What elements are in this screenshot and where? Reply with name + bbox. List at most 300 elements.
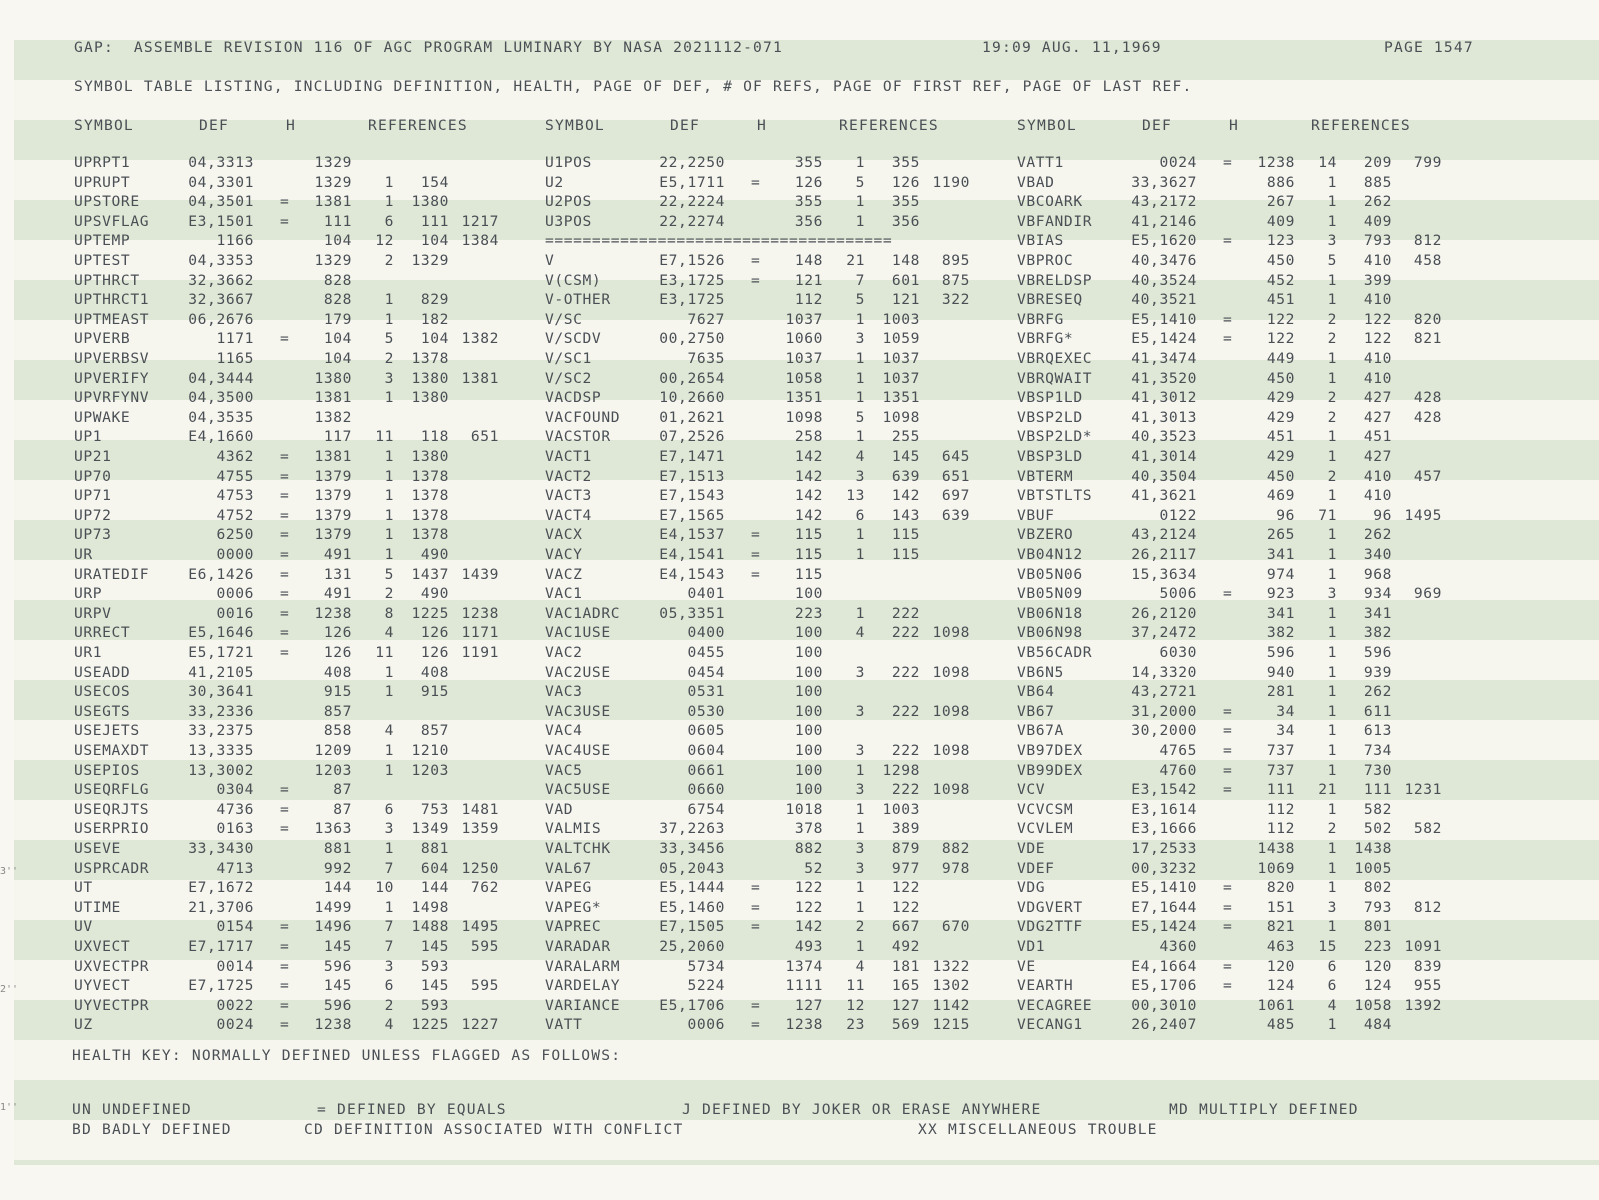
- cell-def: 04,3301: [188, 173, 254, 191]
- cell-def-page: 1238: [314, 1016, 352, 1034]
- cell-def-page: 1111: [785, 977, 823, 995]
- cell-def-page: 429: [1266, 408, 1295, 426]
- cell-last-ref: 978: [941, 859, 970, 877]
- cell-symbol: VECANG1: [1017, 1016, 1083, 1034]
- cell-ref-count: 3: [855, 781, 865, 799]
- cell-last-ref: 1384: [461, 232, 499, 250]
- cell-def-page: 100: [794, 702, 823, 720]
- cell-symbol: VB06N18: [1017, 604, 1083, 622]
- col-header-def: DEF: [199, 117, 229, 134]
- cell-first-ref: 410: [1363, 350, 1392, 367]
- cell-def: 41,3013: [1131, 408, 1197, 426]
- cell-def-page: 1379: [314, 467, 352, 485]
- cell-def: E5,1646: [188, 624, 254, 642]
- cell-first-ref: 793: [1363, 898, 1392, 916]
- cell-first-ref: 222: [891, 781, 920, 799]
- cell-symbol: UP21: [74, 448, 112, 465]
- col-header-def: DEF: [1142, 117, 1172, 134]
- cell-def-page: 121: [794, 271, 823, 289]
- cell-ref-count: 6: [1327, 977, 1337, 995]
- cell-def-page: 117: [323, 428, 352, 446]
- cell-first-ref: 111: [1363, 781, 1392, 799]
- cell-def: 40,3524: [1131, 271, 1197, 289]
- cell-def-page: 355: [794, 154, 823, 171]
- cell-symbol: VDEF: [1017, 859, 1055, 877]
- cell-first-ref: 1349: [411, 820, 449, 838]
- cell-symbol: U1POS: [545, 154, 592, 171]
- cell-def: 43,2124: [1131, 526, 1197, 544]
- cell-symbol: UPVERBSV: [74, 350, 150, 367]
- cell-ref-count: 1: [1327, 350, 1337, 367]
- cell-ref-count: 1: [1327, 624, 1337, 642]
- cell-symbol: VARALARM: [545, 957, 621, 975]
- cell-def: 05,3351: [659, 604, 725, 622]
- cell-symbol: VACX: [545, 526, 583, 544]
- cell-ref-count: 21: [1318, 781, 1337, 799]
- cell-symbol: VECAGREE: [1017, 996, 1093, 1014]
- cell-ref-count: 11: [846, 977, 865, 995]
- cell-first-ref: 427: [1363, 448, 1392, 465]
- cell-def: 41,3012: [1131, 389, 1197, 407]
- cell-first-ref: 1210: [411, 742, 449, 759]
- cell-ref-count: 2: [1327, 310, 1337, 328]
- cell-symbol: V(CSM): [545, 271, 602, 289]
- cell-symbol: UPVERB: [74, 330, 131, 348]
- cell-def: 7627: [687, 310, 725, 328]
- cell-def-page: 151: [1266, 898, 1295, 916]
- cell-ref-count: 7: [384, 918, 394, 936]
- cell-ref-count: 1: [384, 663, 394, 681]
- cell-def-page: 596: [1266, 644, 1295, 661]
- cell-ref-count: 5: [384, 330, 394, 348]
- cell-def-page: 104: [323, 350, 352, 367]
- cell-symbol: USEMAXDT: [74, 742, 150, 759]
- cell-def-page: 1379: [314, 506, 352, 524]
- cell-first-ref: 604: [420, 859, 449, 877]
- cell-first-ref: 126: [891, 173, 920, 191]
- cell-last-ref: 1098: [932, 781, 970, 799]
- cell-def: 1166: [216, 232, 254, 250]
- cell-def: 33,3627: [1131, 173, 1197, 191]
- cell-ref-count: 3: [855, 742, 865, 759]
- cell-first-ref: 122: [891, 898, 920, 916]
- cell-first-ref: 148: [891, 252, 920, 269]
- cell-symbol: UPVRFYNV: [74, 389, 150, 407]
- cell-ref-count: 1: [1327, 604, 1337, 622]
- cell-ref-count: 1: [855, 428, 865, 446]
- cell-last-ref: 428: [1413, 389, 1442, 407]
- cell-ref-count: 1: [1327, 683, 1337, 701]
- cell-ref-count: 1: [855, 879, 865, 897]
- cell-ref-count: 1: [384, 389, 394, 407]
- cell-symbol: UP70: [74, 467, 112, 485]
- cell-def-page: 122: [794, 879, 823, 897]
- cell-first-ref: 145: [420, 977, 449, 995]
- cell-def: E3,1725: [659, 291, 725, 309]
- cell-symbol: USECOS: [74, 683, 131, 701]
- cell-ref-count: 12: [375, 232, 394, 250]
- cell-ref-count: 1: [1327, 291, 1337, 309]
- cell-first-ref: 857: [420, 722, 449, 740]
- cell-last-ref: 458: [1413, 252, 1442, 269]
- cell-symbol: VATT1: [1017, 154, 1064, 171]
- cell-def-page: 126: [323, 644, 352, 661]
- cell-def-page: 179: [323, 310, 352, 328]
- cell-first-ref: 1378: [411, 506, 449, 524]
- cell-def: 04,3313: [188, 154, 254, 171]
- cell-health: =: [751, 546, 761, 563]
- cell-symbol: UYVECT: [74, 977, 131, 995]
- cell-def: E5,1410: [1131, 310, 1197, 328]
- cell-def-page: 267: [1266, 193, 1295, 211]
- cell-def-page: 451: [1266, 291, 1295, 309]
- cell-first-ref: 223: [1363, 938, 1392, 955]
- cell-health: =: [751, 918, 761, 936]
- cell-symbol: VB6N5: [1017, 663, 1064, 681]
- cell-symbol: VAC4USE: [545, 742, 611, 759]
- cell-ref-count: 8: [384, 604, 394, 622]
- cell-symbol: VAC2USE: [545, 663, 611, 681]
- cell-first-ref: 341: [1363, 604, 1392, 622]
- cell-first-ref: 1298: [882, 761, 920, 779]
- cell-first-ref: 262: [1363, 526, 1392, 544]
- col-header-health: H: [286, 117, 296, 134]
- cell-def: E7,1505: [659, 918, 725, 936]
- cell-health: =: [751, 996, 761, 1014]
- cell-first-ref: 356: [891, 212, 920, 230]
- cell-def: 41,3014: [1131, 448, 1197, 465]
- cell-def-page: 87: [333, 800, 352, 818]
- cell-def: 04,3535: [188, 408, 254, 426]
- key-undefined: UN UNDEFINED: [72, 1101, 192, 1118]
- cell-health: =: [751, 879, 761, 897]
- cell-first-ref: 1378: [411, 467, 449, 485]
- cell-def-page: 1381: [314, 448, 352, 465]
- cell-symbol: VB56CADR: [1017, 644, 1093, 661]
- cell-def-page: 382: [1266, 624, 1295, 642]
- cell-def: E5,1444: [659, 879, 725, 897]
- cell-symbol: VAC5: [545, 761, 583, 779]
- cell-ref-count: 1: [855, 938, 865, 955]
- cell-symbol: VCVCSM: [1017, 800, 1074, 818]
- cell-ref-count: 2: [384, 350, 394, 367]
- cell-symbol: VBRFG*: [1017, 330, 1074, 348]
- cell-def: E5,1721: [188, 644, 254, 661]
- cell-last-ref: 595: [470, 977, 499, 995]
- cell-def: E4,1664: [1131, 957, 1197, 975]
- cell-ref-count: 1: [384, 467, 394, 485]
- cell-def: 33,3430: [188, 840, 254, 857]
- cell-first-ref: 222: [891, 702, 920, 720]
- cell-def-page: 112: [1266, 800, 1295, 818]
- cell-def-page: 145: [323, 938, 352, 955]
- header-time: 19:09 AUG. 11,1969: [982, 39, 1162, 56]
- cell-first-ref: 104: [420, 232, 449, 250]
- cell-symbol: VACZ: [545, 565, 583, 583]
- cell-last-ref: 1238: [461, 604, 499, 622]
- cell-def-page: 450: [1266, 252, 1295, 269]
- cell-def: 5006: [1159, 585, 1197, 603]
- cell-health: =: [280, 604, 290, 622]
- cell-def-page: 857: [323, 702, 352, 720]
- cell-def-page: 126: [794, 173, 823, 191]
- cell-def: 40,3504: [1131, 467, 1197, 485]
- cell-symbol: UXVECT: [74, 938, 131, 955]
- cell-health: =: [1223, 232, 1233, 250]
- cell-def-page: 1238: [1257, 154, 1295, 171]
- cell-def: 00,3010: [1131, 996, 1197, 1014]
- cell-def-page: 142: [794, 487, 823, 505]
- cell-def: 30,3641: [188, 683, 254, 701]
- cell-def-page: 881: [323, 840, 352, 857]
- cell-first-ref: 1437: [411, 565, 449, 583]
- cell-def: 25,2060: [659, 938, 725, 955]
- cell-first-ref: 126: [420, 644, 449, 661]
- cell-def-page: 355: [794, 193, 823, 211]
- cell-health: =: [280, 487, 290, 505]
- margin-mark: 2'': [0, 984, 19, 995]
- cell-first-ref: 409: [1363, 212, 1392, 230]
- cell-def: 30,2000: [1131, 722, 1197, 740]
- cell-def-page: 1496: [314, 918, 352, 936]
- cell-def-page: 915: [323, 683, 352, 701]
- cell-def-page: 1018: [785, 800, 823, 818]
- cell-symbol: VBPROC: [1017, 252, 1074, 269]
- cell-last-ref: 697: [941, 487, 970, 505]
- cell-def-page: 429: [1266, 448, 1295, 465]
- cell-symbol: VBAD: [1017, 173, 1055, 191]
- cell-def: E6,1426: [188, 565, 254, 583]
- cell-first-ref: 915: [420, 683, 449, 701]
- cell-symbol: VAC1USE: [545, 624, 611, 642]
- cell-first-ref: 1438: [1354, 840, 1392, 857]
- cell-symbol: VBCOARK: [1017, 193, 1083, 211]
- cell-symbol: VBSP2LD: [1017, 408, 1083, 426]
- cell-def: 15,3634: [1131, 565, 1197, 583]
- cell-ref-count: 71: [1318, 506, 1337, 524]
- cell-def-page: 142: [794, 467, 823, 485]
- cell-first-ref: 1378: [411, 487, 449, 505]
- cell-first-ref: 262: [1363, 193, 1392, 211]
- cell-def: 4362: [216, 448, 254, 465]
- cell-ref-count: 1: [855, 369, 865, 387]
- cell-ref-count: 11: [375, 644, 394, 661]
- cell-symbol: VACFOUND: [545, 408, 621, 426]
- cell-ref-count: 3: [384, 820, 394, 838]
- cell-def: 4753: [216, 487, 254, 505]
- cell-symbol: VACT2: [545, 467, 592, 485]
- cell-ref-count: 5: [1327, 252, 1337, 269]
- cell-def: E3,1501: [188, 212, 254, 230]
- cell-ref-count: 7: [855, 271, 865, 289]
- cell-health: =: [280, 526, 290, 544]
- cell-symbol: VAPREC: [545, 918, 602, 936]
- cell-def-page: 1381: [314, 193, 352, 211]
- cell-def-page: 821: [1266, 918, 1295, 936]
- cell-symbol: USEQRJTS: [74, 800, 150, 818]
- cell-ref-count: 2: [384, 585, 394, 603]
- cell-symbol: VB05N09: [1017, 585, 1083, 603]
- cell-def-page: 1329: [314, 252, 352, 269]
- cell-ref-count: 1: [855, 526, 865, 544]
- cell-def-page: 142: [794, 448, 823, 465]
- cell-ref-count: 3: [1327, 232, 1337, 250]
- cell-ref-count: 6: [384, 212, 394, 230]
- cell-symbol: VAPEG*: [545, 898, 602, 916]
- cell-health: =: [751, 271, 761, 289]
- cell-def: 4360: [1159, 938, 1197, 955]
- cell-first-ref: 734: [1363, 742, 1392, 759]
- cell-ref-count: 7: [384, 859, 394, 877]
- cell-def-page: 469: [1266, 487, 1295, 505]
- cell-first-ref: 934: [1363, 585, 1392, 603]
- cell-first-ref: 96: [1373, 506, 1392, 524]
- cell-def: 00,2750: [659, 330, 725, 348]
- cell-first-ref: 382: [1363, 624, 1392, 642]
- cell-ref-count: 13: [846, 487, 865, 505]
- cell-def: 04,3444: [188, 369, 254, 387]
- cell-def-page: 100: [794, 722, 823, 740]
- cell-ref-count: 1: [855, 154, 865, 171]
- cell-first-ref: 977: [891, 859, 920, 877]
- cell-health: =: [1223, 154, 1233, 171]
- cell-symbol: VACDSP: [545, 389, 602, 407]
- cell-health: =: [280, 820, 290, 838]
- cell-ref-count: 3: [1327, 585, 1337, 603]
- cell-ref-count: 1: [1327, 761, 1337, 779]
- cell-first-ref: 222: [891, 604, 920, 622]
- cell-first-ref: 154: [420, 173, 449, 191]
- cell-first-ref: 124: [1363, 977, 1392, 995]
- cell-ref-count: 1: [1327, 448, 1337, 465]
- cell-health: =: [1223, 742, 1233, 759]
- cell-def-page: 1438: [1257, 840, 1295, 857]
- cell-def-page: 828: [323, 271, 352, 289]
- cell-ref-count: 5: [384, 565, 394, 583]
- cell-symbol: UP1: [74, 428, 103, 446]
- cell-ref-count: 2: [1327, 408, 1337, 426]
- cell-first-ref: 939: [1363, 663, 1392, 681]
- cell-ref-count: 1: [384, 291, 394, 309]
- cell-def-page: 122: [794, 898, 823, 916]
- cell-health: =: [1223, 330, 1233, 348]
- cell-def: 32,3662: [188, 271, 254, 289]
- cell-def-page: 485: [1266, 1016, 1295, 1034]
- cell-health: =: [751, 526, 761, 544]
- cell-def: E5,1424: [1131, 330, 1197, 348]
- cell-first-ref: 427: [1363, 408, 1392, 426]
- col-header-health: H: [1229, 117, 1239, 134]
- cell-last-ref: 1495: [1404, 506, 1442, 524]
- cell-last-ref: 1382: [461, 330, 499, 348]
- cell-symbol: VBRQEXEC: [1017, 350, 1093, 367]
- cell-ref-count: 1: [1327, 742, 1337, 759]
- cell-symbol: USPRCADR: [74, 859, 150, 877]
- cell-last-ref: 1392: [1404, 996, 1442, 1014]
- col-header-references: REFERENCES: [368, 117, 468, 134]
- cell-def: E3,1725: [659, 271, 725, 289]
- cell-symbol: UPTMEAST: [74, 310, 150, 328]
- cell-def: 43,2721: [1131, 683, 1197, 701]
- cell-def: E3,1666: [1131, 820, 1197, 838]
- cell-first-ref: 730: [1363, 761, 1392, 779]
- cell-health: =: [1223, 761, 1233, 779]
- cell-def-page: 126: [323, 624, 352, 642]
- cell-symbol: VD1: [1017, 938, 1046, 955]
- cell-def: 0400: [687, 624, 725, 642]
- cell-def: 04,3501: [188, 193, 254, 211]
- cell-def: 5224: [687, 977, 725, 995]
- cell-ref-count: 3: [855, 330, 865, 348]
- cell-symbol: UV: [74, 918, 93, 936]
- cell-def-page: 820: [1266, 879, 1295, 897]
- cell-def-page: 1499: [314, 898, 352, 916]
- cell-def-page: 123: [1266, 232, 1295, 250]
- cell-def: E7,1526: [659, 252, 725, 269]
- cell-ref-count: 1: [384, 898, 394, 916]
- cell-def-page: 596: [323, 996, 352, 1014]
- cell-symbol: USEVE: [74, 840, 121, 857]
- cell-symbol: VAC4: [545, 722, 583, 740]
- cell-ref-count: 1: [1327, 212, 1337, 230]
- cell-symbol: VAPEG: [545, 879, 592, 897]
- cell-first-ref: 115: [891, 546, 920, 563]
- cell-def: E5,1706: [1131, 977, 1197, 995]
- cell-def-page: 100: [794, 585, 823, 603]
- cell-def-page: 1351: [785, 389, 823, 407]
- cell-symbol: VBSP3LD: [1017, 448, 1083, 465]
- cell-last-ref: 457: [1413, 467, 1442, 485]
- cell-first-ref: 1378: [411, 350, 449, 367]
- cell-last-ref: 1098: [932, 624, 970, 642]
- cell-ref-count: 1: [1327, 193, 1337, 211]
- cell-def-page: 1329: [314, 154, 352, 171]
- cell-symbol: VACT3: [545, 487, 592, 505]
- cell-def-page: 104: [323, 330, 352, 348]
- cell-def-page: 112: [794, 291, 823, 309]
- cell-def-page: 120: [1266, 957, 1295, 975]
- cell-first-ref: 427: [1363, 389, 1392, 407]
- cell-def: 40,3521: [1131, 291, 1197, 309]
- cell-ref-count: 21: [846, 252, 865, 269]
- cell-health: =: [280, 1016, 290, 1034]
- cell-def: E5,1424: [1131, 918, 1197, 936]
- cell-def: 26,2407: [1131, 1016, 1197, 1034]
- cell-first-ref: 801: [1363, 918, 1392, 936]
- cell-def: 4765: [1159, 742, 1197, 759]
- cell-first-ref: 490: [420, 585, 449, 603]
- header-page: PAGE 1547: [1384, 39, 1474, 56]
- cell-symbol: UR: [74, 546, 93, 563]
- cell-first-ref: 667: [891, 918, 920, 936]
- cell-health: =: [280, 506, 290, 524]
- cell-first-ref: 1380: [411, 448, 449, 465]
- cell-def: E7,1543: [659, 487, 725, 505]
- cell-ref-count: 12: [846, 996, 865, 1014]
- cell-def: 33,2336: [188, 702, 254, 720]
- cell-first-ref: 144: [420, 879, 449, 897]
- cell-last-ref: 1191: [461, 644, 499, 661]
- cell-first-ref: 1003: [882, 310, 920, 328]
- cell-def: 41,3474: [1131, 350, 1197, 367]
- cell-health: =: [280, 977, 290, 995]
- key-badly: BD BADLY DEFINED: [72, 1121, 232, 1138]
- cell-symbol: VARDELAY: [545, 977, 621, 995]
- cell-ref-count: 1: [1327, 722, 1337, 740]
- cell-first-ref: 142: [891, 487, 920, 505]
- cell-ref-count: 3: [855, 702, 865, 720]
- cell-def-page: 1061: [1257, 996, 1295, 1014]
